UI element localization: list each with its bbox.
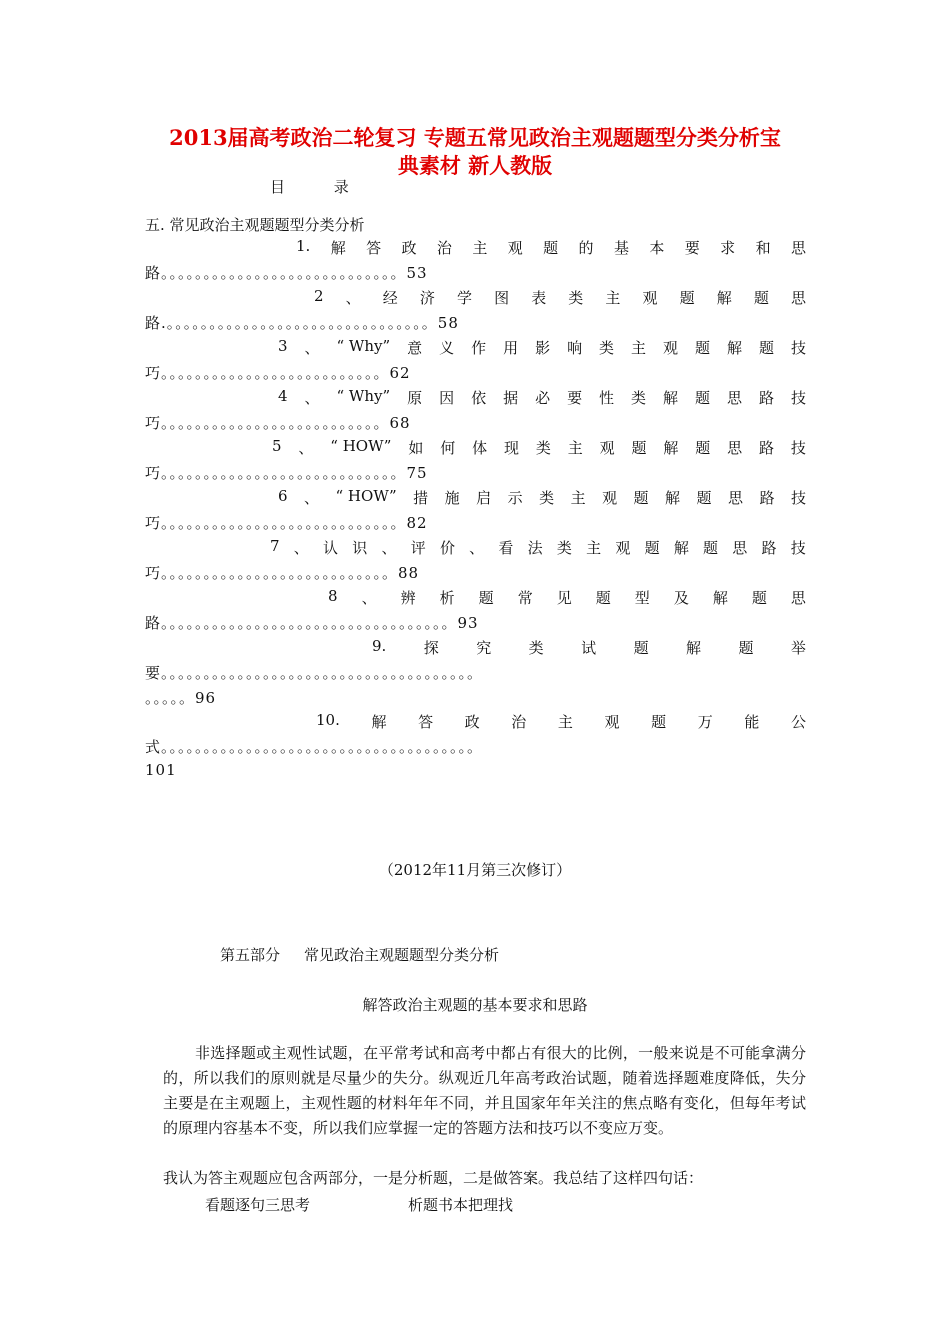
toc-entry-char: 评 (410, 539, 426, 557)
toc-entry-leader: 路。。。。。。。。。。。。。。。。。。。。。。。。。。。。。。。。。。93 (145, 614, 479, 632)
toc-entry-char: 题 (696, 489, 712, 507)
toc-entry-char: 解 (665, 489, 681, 507)
toc-entry-char: 公 (790, 713, 806, 731)
toc-entry-char: 答 (366, 239, 382, 257)
toc-entry-char: 据 (503, 389, 519, 407)
toc-entry-char: 类 (631, 389, 647, 407)
toc-entry-title (270, 537, 806, 558)
toc-entry-char: 解 (663, 389, 679, 407)
toc-entry-char: 见 (556, 589, 572, 607)
toc-entry-title (328, 587, 806, 608)
toc-entry-char: 思 (726, 389, 742, 407)
toc-entry-char: 题 (758, 339, 774, 357)
toc-entry-char: 技 (790, 389, 806, 407)
motto-line-2: 析题书本把理找 (408, 1196, 514, 1214)
toc-entry-char: 主 (557, 713, 573, 731)
toc-entry-char: 10. (316, 711, 340, 729)
toc-entry-page: 。。。。。96 (145, 689, 217, 707)
document-title-line-1: 2013届高考政治二轮复习 专题五常见政治主观题题型分类分析宝 (169, 125, 781, 150)
toc-entry-char: 、 (304, 339, 320, 357)
toc-entry-char: 万 (697, 713, 713, 731)
toc-entry-char: 要 (567, 389, 583, 407)
toc-entry-char: 类 (535, 439, 551, 457)
toc-entry-char: 政 (401, 239, 417, 257)
toc-entry-leader: 巧。。。。。。。。。。。。。。。。。。。。。。。。。。68 (145, 414, 411, 432)
toc-entry-char: 辨 (400, 589, 416, 607)
toc-entry-char: 常 (517, 589, 533, 607)
toc-entry-leader: 路.。。。。。。。。。。。。。。。。。。。。。。。。。。。。。。。58 (145, 314, 459, 332)
toc-entry-char: 求 (720, 239, 736, 257)
toc-entry-char: 类 (539, 489, 555, 507)
toc-entry-char: 法 (527, 539, 543, 557)
toc-entry-char: 何 (440, 439, 456, 457)
toc-entry-char: 题 (695, 439, 711, 457)
toc-entry-title (314, 287, 806, 308)
toc-entry-char: 题 (753, 289, 769, 307)
toc-entry-char: 启 (476, 489, 492, 507)
toc-entry-title (272, 437, 806, 458)
toc-entry-char: 主 (570, 489, 586, 507)
toc-entry-char: 依 (471, 389, 487, 407)
toc-entry-char: 题 (679, 289, 695, 307)
toc-entry-char: 解 (712, 589, 728, 607)
toc-entry-char: 治 (511, 713, 527, 731)
toc-entry-char: 、 (361, 589, 377, 607)
toc-entry-leader: 式。。。。。。。。。。。。。。。。。。。。。。。。。。。。。。。。。。。。。 (145, 738, 484, 756)
toc-entry-char: 7 (270, 537, 280, 555)
toc-entry-char: 型 (634, 589, 650, 607)
body-paragraph: 非选择题或主观性试题，在平常考试和高考中都占有很大的比例，一般来说是不可能拿满分的，所以我们的原则就是尽量少的失分。纵观近几年高考政治试题，随着选择题难度降低，失分主要是在主观题上，主观性题的材料年年不同，并且国家年年关注的焦点略有变化，但每年考试的原理内容基本不变，所以我们应掌握一定的答题方法和技巧以不变应万变。 (163, 1044, 806, 1137)
toc-entry-char: 必 (535, 389, 551, 407)
toc-entry-char: 观 (599, 439, 615, 457)
toc-entry-char: 技 (790, 339, 806, 357)
toc-entry-char: 题 (478, 589, 494, 607)
toc-entry-char: 识 (352, 539, 368, 557)
toc-entry-char: 体 (472, 439, 488, 457)
toc-entry-leader: 巧。。。。。。。。。。。。。。。。。。。。。。。。。。。88 (145, 564, 420, 582)
toc-entry-char: 题 (751, 589, 767, 607)
toc-entry-char: 表 (531, 289, 547, 307)
toc-entry-char: 观 (507, 239, 523, 257)
toc-entry-char: 思 (790, 589, 806, 607)
toc-entry-page: 101 (145, 761, 177, 779)
part-title: 常见政治主观题题型分类分析 (304, 946, 500, 964)
toc-entry-char: 题 (543, 239, 559, 257)
toc-entry-char: 意 (407, 339, 423, 357)
toc-entry-char: 及 (673, 589, 689, 607)
toc-entry-char: 用 (503, 339, 519, 357)
toc-entry-char: 思 (790, 289, 806, 307)
toc-entry-char: 试 (581, 639, 597, 657)
toc-entry-char: 、 (469, 539, 485, 557)
toc-entry-char: 施 (444, 489, 460, 507)
toc-entry-char: 、 (381, 539, 397, 557)
toc-entry-title (372, 637, 806, 658)
toc-entry-char: 路 (758, 389, 774, 407)
toc-entry-char: 题 (633, 639, 649, 657)
toc-entry-char: 认 (323, 539, 339, 557)
toc-entry-char: 解 (371, 713, 387, 731)
toc-entry-char: 主 (567, 439, 583, 457)
toc-entry-char: 看 (498, 539, 514, 557)
toc-entry-char: 3 (278, 337, 288, 355)
toc-entry-char: 类 (599, 339, 615, 357)
toc-entry-char: 、 (304, 389, 320, 407)
toc-entry-char: 路 (758, 439, 774, 457)
toc-entry-leader: 要。。。。。。。。。。。。。。。。。。。。。。。。。。。。。。。。。。。。。 (145, 664, 484, 682)
toc-entry-char: 析 (439, 589, 455, 607)
toc-entry-char: 4 (278, 387, 288, 405)
toc-entry-char: 、 (298, 439, 314, 457)
toc-entry-char: 学 (456, 289, 472, 307)
toc-entry-char: 本 (649, 239, 665, 257)
toc-entry-char: 义 (439, 339, 455, 357)
toc-entry-char: 探 (423, 639, 439, 657)
toc-entry-char: 思 (728, 489, 744, 507)
toc-entry-char: 路 (761, 539, 777, 557)
document-title-line-2: 典素材 新人教版 (397, 153, 553, 178)
toc-entry-char: 解 (716, 289, 732, 307)
toc-entry-char: “ HOW” (335, 487, 397, 505)
toc-entry-char: “ Why” (336, 387, 391, 405)
toc-entry-char: 要 (684, 239, 700, 257)
toc-entry-char: 响 (567, 339, 583, 357)
toc-entry-leader: 巧。。。。。。。。。。。。。。。。。。。。。。。。。。。。75 (145, 464, 428, 482)
toc-entry-title (278, 387, 806, 408)
toc-entry-char: 性 (599, 389, 615, 407)
toc-entry-char: 题 (631, 439, 647, 457)
section-heading: 五. 常见政治主观题题型分类分析 (145, 216, 365, 234)
toc-entry-char: 观 (602, 489, 618, 507)
toc-entry-char: 如 (408, 439, 424, 457)
toc-entry-char: 措 (413, 489, 429, 507)
body-paragraph-2: 我认为答主观题应包含两部分，一是分析题，二是做答案。我总结了这样四句话： (163, 1169, 704, 1187)
toc-entry-char: 技 (790, 539, 806, 557)
toc-entry-char: 举 (790, 639, 806, 657)
toc-entry-char: 类 (528, 639, 544, 657)
toc-entry-char: 解 (673, 539, 689, 557)
toc-entry-char: 原 (407, 389, 423, 407)
toc-entry-char: 题 (595, 589, 611, 607)
toc-entry-char: 1. (296, 237, 311, 255)
toc-entry-title (296, 237, 806, 258)
toc-entry-char: 能 (744, 713, 760, 731)
toc-entry-char: 类 (556, 539, 572, 557)
toc-entry-char: 现 (503, 439, 519, 457)
toc-entry-char: “ Why” (336, 337, 391, 355)
toc-entry-char: 解 (726, 339, 742, 357)
toc-entry-char: 观 (615, 539, 631, 557)
toc-entry-char: 图 (494, 289, 510, 307)
toc-entry-title (278, 487, 806, 508)
toc-entry-char: 题 (695, 339, 711, 357)
toc-heading: 目 录 (270, 178, 371, 196)
toc-entry-char: 主 (605, 289, 621, 307)
toc-entry-char: “ HOW” (330, 437, 392, 455)
part-heading (220, 944, 499, 965)
subheading: 解答政治主观题的基本要求和思路 (362, 996, 588, 1014)
toc-entry-char: 思 (732, 539, 748, 557)
toc-entry-char: 、 (293, 539, 309, 557)
toc-entry-leader: 巧。。。。。。。。。。。。。。。。。。。。。。。。。。62 (145, 364, 411, 382)
revision-note: （2012年11月第三次修订） (378, 861, 572, 879)
toc-entry-char: 技 (790, 489, 806, 507)
toc-entry-char: 究 (476, 639, 492, 657)
toc-entry-char: 技 (790, 439, 806, 457)
toc-entry-leader: 巧。。。。。。。。。。。。。。。。。。。。。。。。。。。。82 (145, 514, 428, 532)
toc-entry-char: 题 (633, 489, 649, 507)
toc-entry-char: 、 (304, 489, 320, 507)
toc-entry-char: 政 (464, 713, 480, 731)
toc-entry-char: 类 (568, 289, 584, 307)
toc-entry-title (316, 711, 806, 732)
toc-entry-char: 8 (328, 587, 338, 605)
toc-entry-char: 路 (759, 489, 775, 507)
toc-entry-char: 价 (439, 539, 455, 557)
toc-entry-char: 和 (755, 239, 771, 257)
toc-entry-char: 思 (727, 439, 743, 457)
motto-line-1: 看题逐句三思考 (205, 1196, 311, 1214)
toc-entry-char: 治 (436, 239, 452, 257)
toc-entry-char: 经 (382, 289, 398, 307)
toc-entry-char: 解 (663, 439, 679, 457)
toc-entry-char: 题 (644, 539, 660, 557)
toc-entry-char: 答 (418, 713, 434, 731)
toc-entry-char: 主 (631, 339, 647, 357)
toc-entry-char: 主 (586, 539, 602, 557)
toc-entry-char: 9. (372, 637, 387, 655)
toc-entry-char: 思 (790, 239, 806, 257)
toc-entry-char: 因 (439, 389, 455, 407)
toc-entry-char: 5 (272, 437, 282, 455)
toc-entry-char: 观 (663, 339, 679, 357)
toc-entry-char: 主 (472, 239, 488, 257)
toc-entry-char: 、 (345, 289, 361, 307)
toc-entry-char: 题 (703, 539, 719, 557)
toc-entry-char: 解 (330, 239, 346, 257)
toc-entry-title (278, 337, 806, 358)
toc-entry-char: 2 (314, 287, 324, 305)
toc-entry-char: 6 (278, 487, 288, 505)
toc-entry-char: 基 (613, 239, 629, 257)
toc-entry-char: 题 (738, 639, 754, 657)
toc-entry-char: 观 (604, 713, 620, 731)
toc-entry-char: 作 (471, 339, 487, 357)
part-label: 第五部分 (220, 946, 281, 964)
toc-entry-char: 题 (651, 713, 667, 731)
toc-entry-char: 影 (535, 339, 551, 357)
toc-entry-char: 的 (578, 239, 594, 257)
toc-entry-char: 解 (686, 639, 702, 657)
toc-entry-char: 济 (419, 289, 435, 307)
toc-entry-leader: 路。。。。。。。。。。。。。。。。。。。。。。。。。。。。53 (145, 264, 428, 282)
toc-entry-char: 题 (695, 389, 711, 407)
toc-entry-char: 示 (507, 489, 523, 507)
toc-entry-char: 观 (642, 289, 658, 307)
